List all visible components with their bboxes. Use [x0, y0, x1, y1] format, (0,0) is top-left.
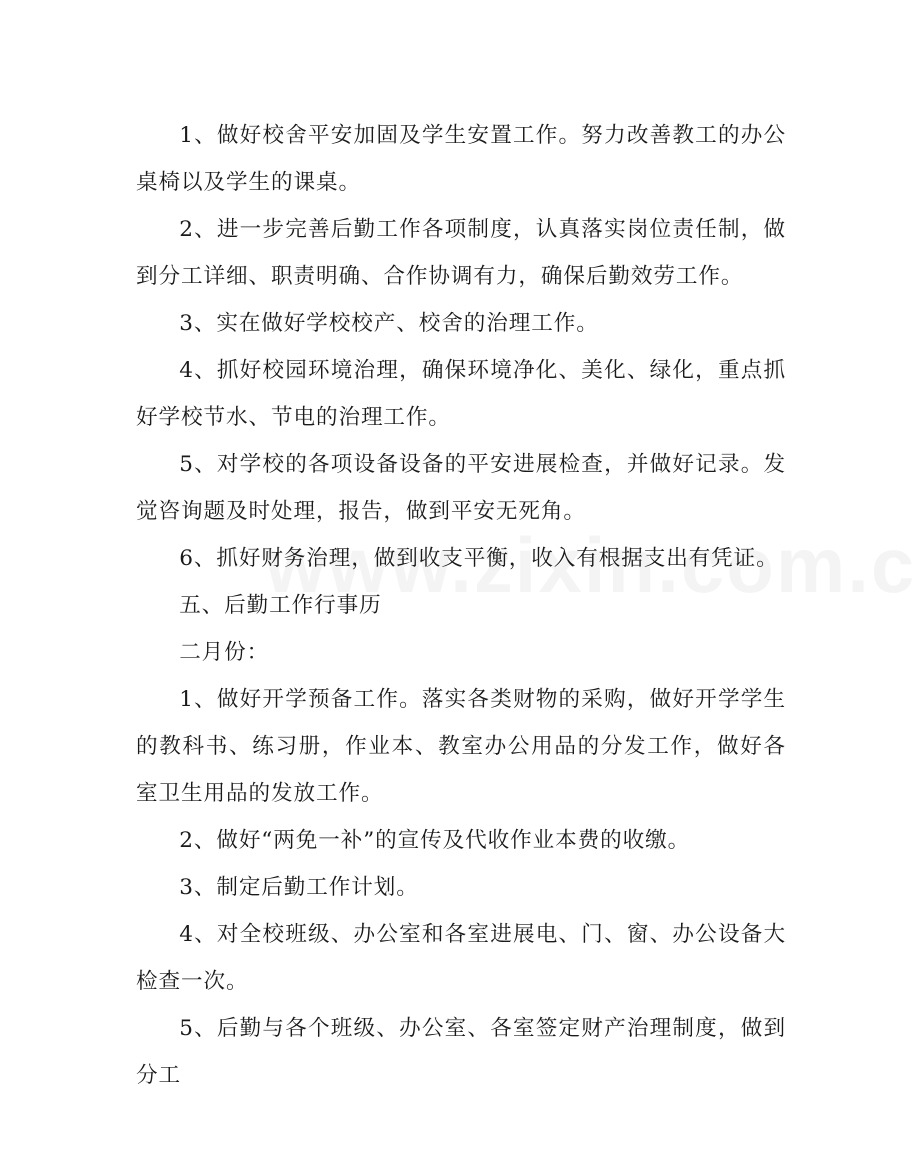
paragraph: 2、做好“两免一补”的宣传及代收作业本费的收缴。	[179, 828, 691, 853]
paragraph: 3、制定后勤工作计划。	[179, 875, 419, 900]
paragraph: 3、实在做好学校校产、校舍的治理工作。	[179, 311, 599, 336]
paragraph: 1、做好开学预备工作。落实各类财物的采购，做好开学学生的教科书、练习册，作业本、教室办公用品的分发工作，做好各室卫生用品的发放工作。	[136, 687, 786, 806]
document-body	[136, 112, 786, 1099]
paragraph: 2、进一步完善后勤工作各项制度，认真落实岗位责任制，做到分工详细、职责明确、合作协调有力，确保后勤效劳工作。	[136, 217, 786, 289]
paragraph: 1、做好校舍平安加固及学生安置工作。努力改善教工的办公桌椅以及学生的课桌。	[136, 123, 786, 195]
month-heading: 二月份：	[179, 640, 270, 665]
paragraph: 6、抓好财务治理，做到收支平衡，收入有根据支出有凭证。	[179, 546, 779, 571]
section-heading: 五、后勤工作行事历	[179, 593, 382, 618]
paragraph: 4、对全校班级、办公室和各室进展电、门、窗、办公设备大检查一次。	[136, 922, 786, 994]
paragraph: 4、抓好校园环境治理，确保环境净化、美化、绿化，重点抓好学校节水、节电的治理工作。	[136, 358, 786, 430]
paragraph: 5、对学校的各项设备设备的平安进展检查，并做好记录。发觉咨询题及时处理，报告，做到平安无死角。	[136, 452, 786, 524]
paragraph: 5、后勤与各个班级、办公室、各室签定财产治理制度，做到分工	[136, 1016, 786, 1088]
